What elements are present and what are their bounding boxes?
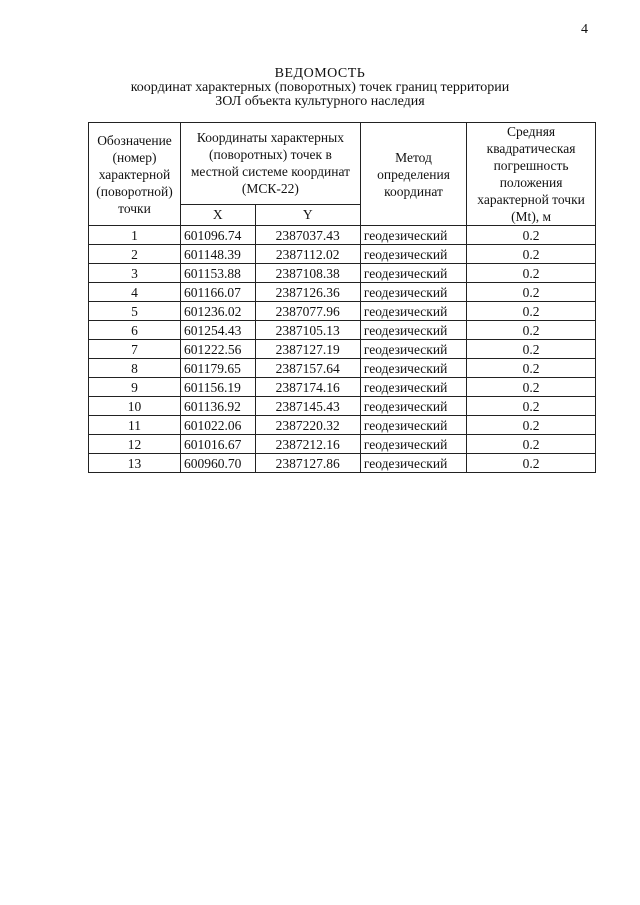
- x-coordinate-cell: 601156.19: [180, 378, 255, 397]
- error-cell: 0.2: [467, 245, 596, 264]
- method-cell: геодезический: [360, 264, 466, 283]
- method-cell: геодезический: [360, 416, 466, 435]
- table-row: [89, 226, 596, 245]
- error-cell: 0.2: [467, 359, 596, 378]
- header-method: Метод определения координат: [360, 123, 466, 226]
- error-cell: 0.2: [467, 454, 596, 473]
- x-coordinate-cell: 601022.06: [180, 416, 255, 435]
- error-cell: 0.2: [467, 264, 596, 283]
- error-cell: 0.2: [467, 340, 596, 359]
- point-number-cell: 5: [89, 302, 181, 321]
- y-coordinate-cell: 2387108.38: [255, 264, 360, 283]
- document-subtitle-line1: координат характерных (поворотных) точек границ территории: [130, 80, 510, 95]
- table-row: [89, 340, 596, 359]
- table-row: [89, 397, 596, 416]
- table-row: [89, 302, 596, 321]
- y-coordinate-cell: 2387112.02: [255, 245, 360, 264]
- x-coordinate-cell: 601148.39: [180, 245, 255, 264]
- y-coordinate-cell: 2387105.13: [255, 321, 360, 340]
- header-y: Y: [255, 204, 360, 225]
- table-row: [89, 454, 596, 473]
- x-coordinate-cell: 601016.67: [180, 435, 255, 454]
- error-cell: 0.2: [467, 321, 596, 340]
- method-cell: геодезический: [360, 359, 466, 378]
- point-number-cell: 3: [89, 264, 181, 283]
- error-cell: 0.2: [467, 283, 596, 302]
- error-cell: 0.2: [467, 416, 596, 435]
- x-coordinate-cell: 601096.74: [180, 226, 255, 245]
- error-cell: 0.2: [467, 302, 596, 321]
- point-number-cell: 7: [89, 340, 181, 359]
- y-coordinate-cell: 2387127.19: [255, 340, 360, 359]
- method-cell: геодезический: [360, 435, 466, 454]
- x-coordinate-cell: 601153.88: [180, 264, 255, 283]
- table-row: [89, 416, 596, 435]
- x-coordinate-cell: 601222.56: [180, 340, 255, 359]
- method-cell: геодезический: [360, 321, 466, 340]
- y-coordinate-cell: 2387037.43: [255, 226, 360, 245]
- point-number-cell: 4: [89, 283, 181, 302]
- method-cell: геодезический: [360, 340, 466, 359]
- method-cell: геодезический: [360, 397, 466, 416]
- method-cell: геодезический: [360, 378, 466, 397]
- header-error: Средняя квадратическая погрешность положения характерной точки (Mt), м: [467, 123, 596, 226]
- header-point-id: Обозначение (номер) характерной (поворотной) точки: [89, 123, 181, 226]
- method-cell: геодезический: [360, 226, 466, 245]
- point-number-cell: 1: [89, 226, 181, 245]
- x-coordinate-cell: 601236.02: [180, 302, 255, 321]
- y-coordinate-cell: 2387145.43: [255, 397, 360, 416]
- method-cell: геодезический: [360, 454, 466, 473]
- table-row: [89, 359, 596, 378]
- table-body: [89, 226, 596, 473]
- document-title: ВЕДОМОСТЬ: [274, 66, 366, 81]
- point-number-cell: 10: [89, 397, 181, 416]
- x-coordinate-cell: 601179.65: [180, 359, 255, 378]
- y-coordinate-cell: 2387220.32: [255, 416, 360, 435]
- table-row: [89, 435, 596, 454]
- x-coordinate-cell: 601254.43: [180, 321, 255, 340]
- point-number-cell: 8: [89, 359, 181, 378]
- method-cell: геодезический: [360, 245, 466, 264]
- y-coordinate-cell: 2387212.16: [255, 435, 360, 454]
- point-number-cell: 2: [89, 245, 181, 264]
- point-number-cell: 12: [89, 435, 181, 454]
- y-coordinate-cell: 2387126.36: [255, 283, 360, 302]
- x-coordinate-cell: 601136.92: [180, 397, 255, 416]
- point-number-cell: 13: [89, 454, 181, 473]
- point-number-cell: 9: [89, 378, 181, 397]
- table-row: [89, 378, 596, 397]
- y-coordinate-cell: 2387127.86: [255, 454, 360, 473]
- error-cell: 0.2: [467, 226, 596, 245]
- method-cell: геодезический: [360, 283, 466, 302]
- document-subtitle-line2: ЗОЛ объекта культурного наследия: [215, 94, 425, 109]
- y-coordinate-cell: 2387157.64: [255, 359, 360, 378]
- header-coordinates: Координаты характерных (поворотных) точек в местной системе координат (МСК-22): [180, 123, 360, 205]
- y-coordinate-cell: 2387174.16: [255, 378, 360, 397]
- page-number: 4: [581, 22, 588, 37]
- table-row: [89, 283, 596, 302]
- point-number-cell: 6: [89, 321, 181, 340]
- error-cell: 0.2: [467, 435, 596, 454]
- table-row: [89, 245, 596, 264]
- table-row: [89, 321, 596, 340]
- y-coordinate-cell: 2387077.96: [255, 302, 360, 321]
- point-number-cell: 11: [89, 416, 181, 435]
- coordinates-table: [88, 122, 596, 473]
- method-cell: геодезический: [360, 302, 466, 321]
- error-cell: 0.2: [467, 378, 596, 397]
- x-coordinate-cell: 601166.07: [180, 283, 255, 302]
- title-block: [0, 67, 640, 109]
- header-x: X: [180, 204, 255, 225]
- error-cell: 0.2: [467, 397, 596, 416]
- table-row: [89, 264, 596, 283]
- x-coordinate-cell: 600960.70: [180, 454, 255, 473]
